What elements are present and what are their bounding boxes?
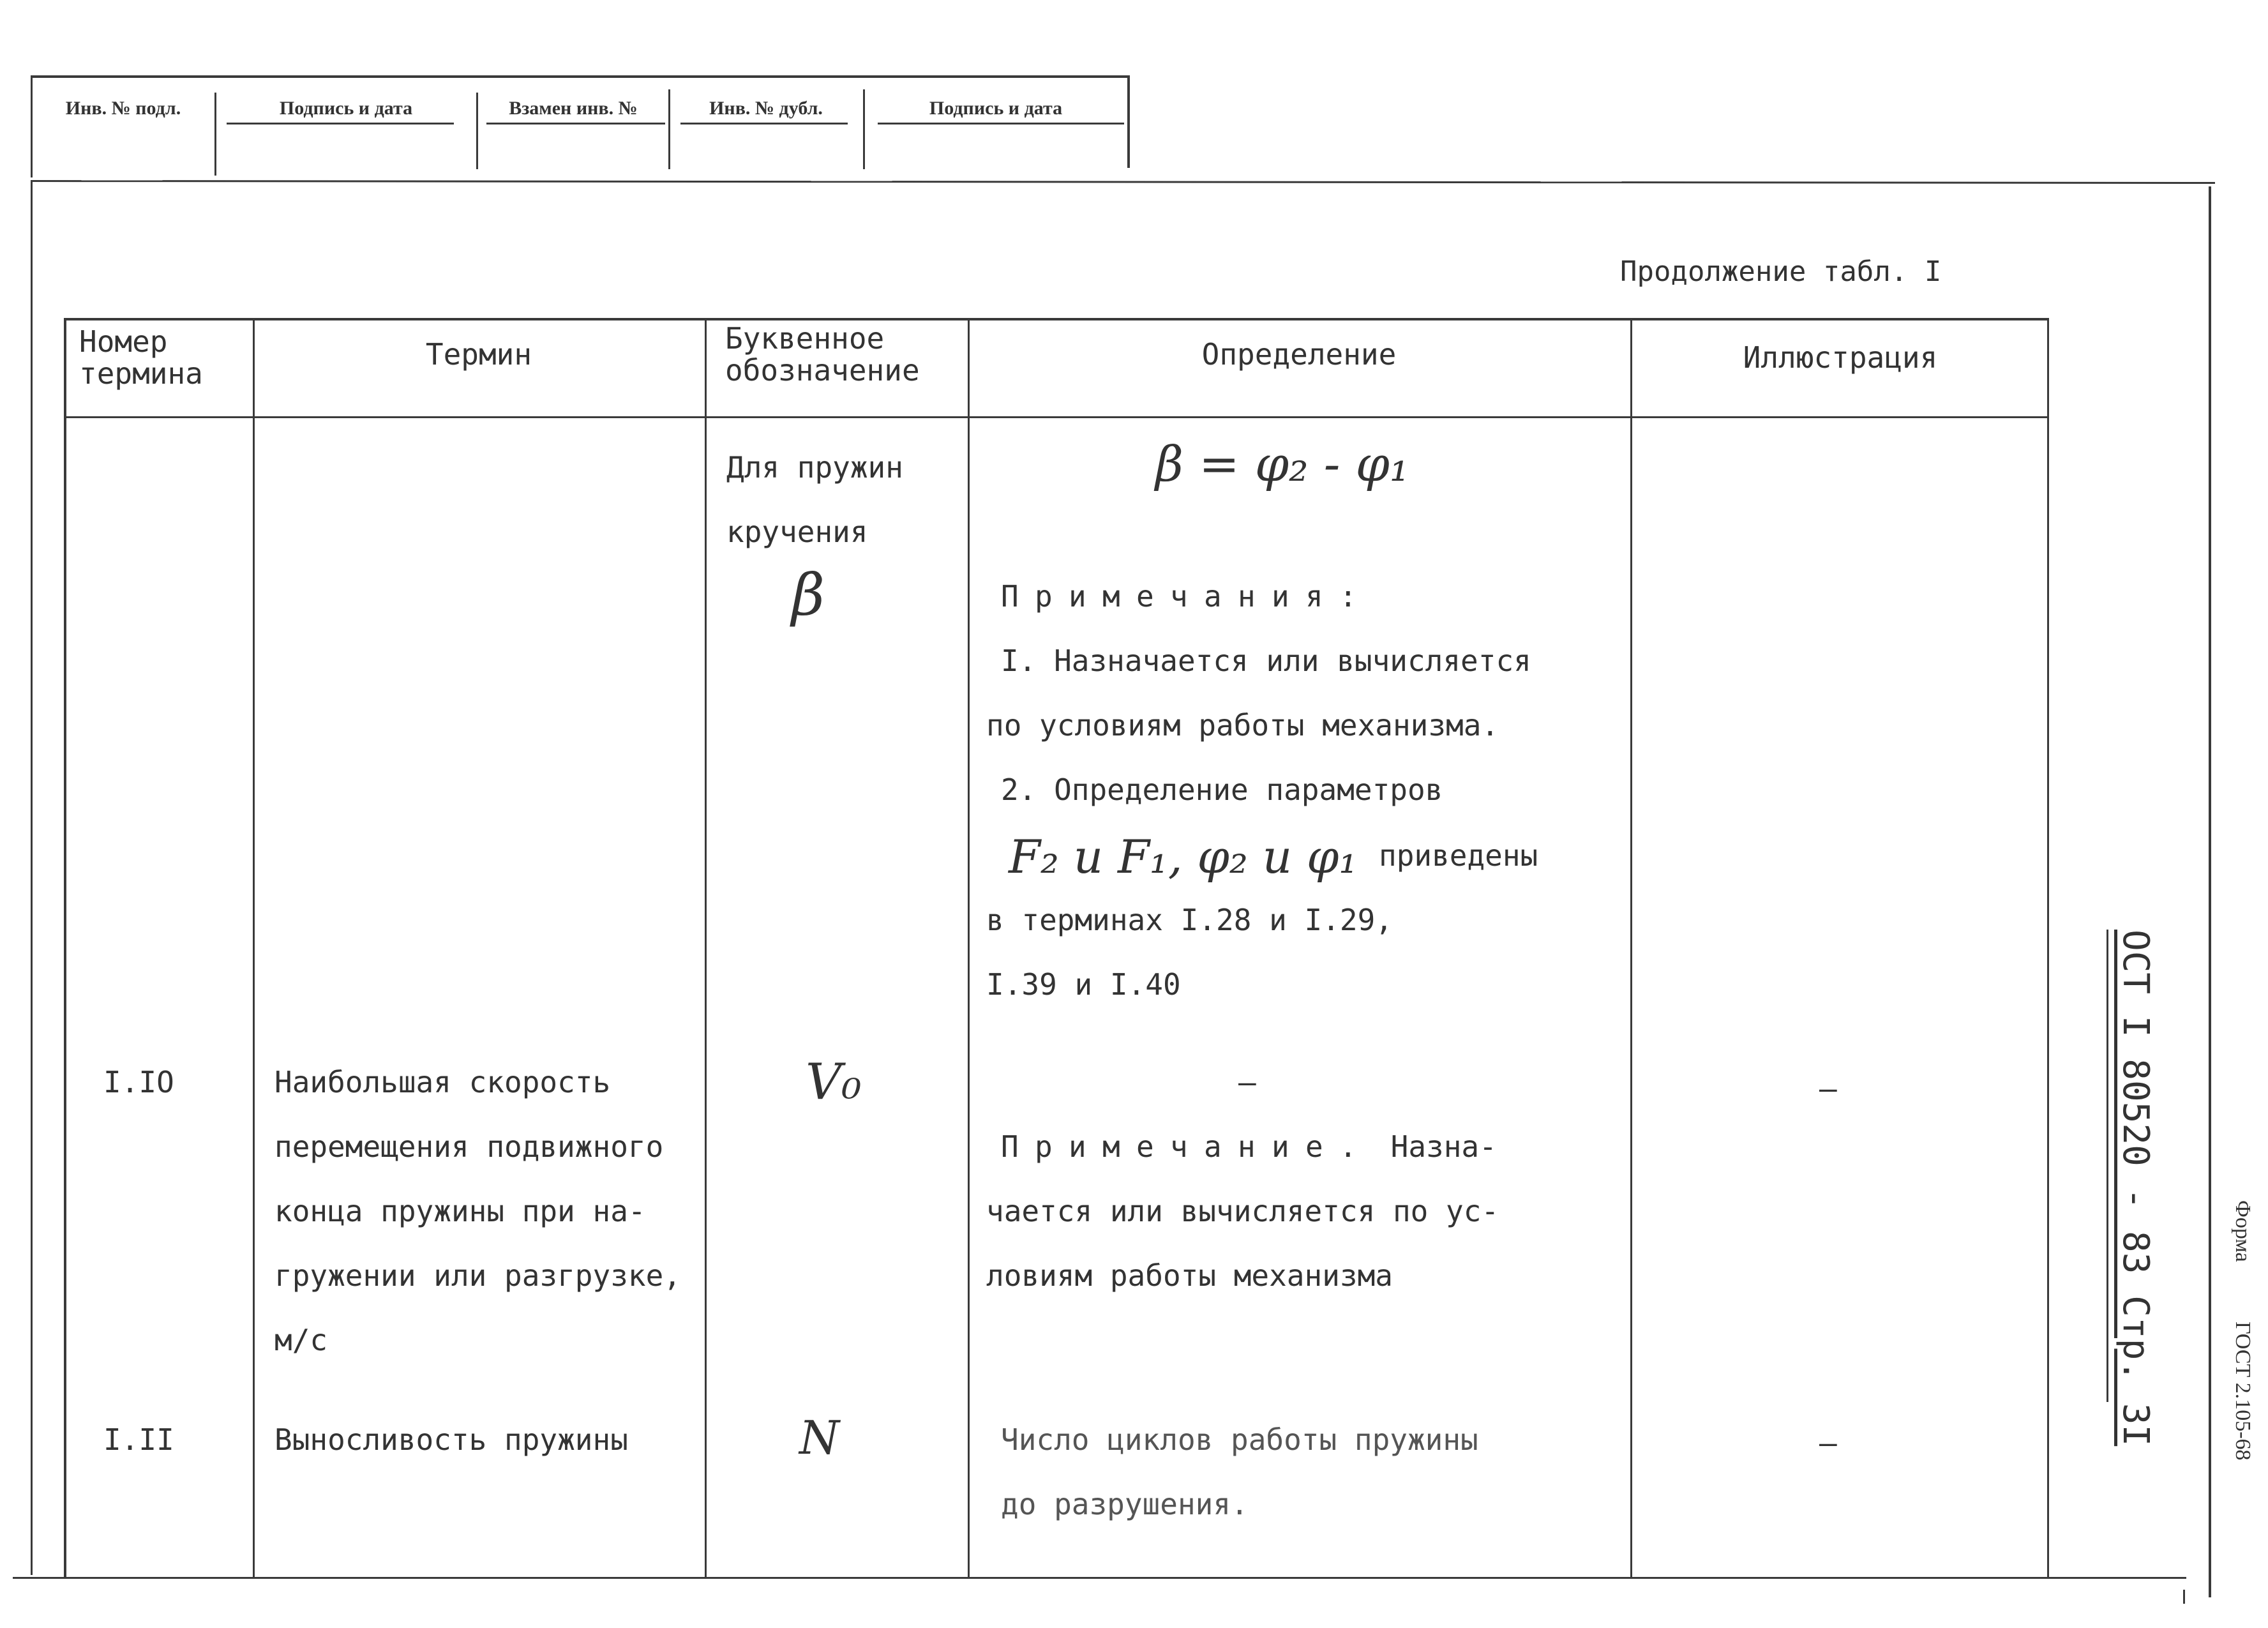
header-definition: Определение: [1201, 337, 1397, 372]
notes-title: Примечания:: [1001, 579, 1373, 614]
note-title: Примечание. Назна-: [1001, 1129, 1497, 1164]
note-text: чается или вычисляется по ус- ловиям работы механизма: [986, 1194, 1499, 1293]
note2-line4: I.39 и I.40: [986, 967, 1181, 1002]
note2-tail: приведены: [1379, 838, 1538, 873]
symbol-beta: β: [792, 562, 825, 629]
stamp-podpis-data-2: Подпись и дата: [929, 98, 1063, 119]
stamp-vzamen-inv: Взамен инв. №: [509, 98, 638, 119]
illustration-dash: –: [1819, 1426, 1837, 1460]
note2-line1: 2. Определение параметров: [1001, 773, 1443, 807]
header-symbol: Буквенное обозначение: [725, 321, 920, 388]
illustration-dash: –: [1819, 1071, 1837, 1106]
term-name: Наибольшая скорость перемещения подвижного конца пружины при на- гружении или разгрузке, м/с: [274, 1065, 681, 1357]
header-term: Термин: [425, 337, 532, 372]
note2-line3: в терминах I.28 и I.29,: [986, 903, 1393, 937]
stamp-inv-dubl: Инв. № дубл.: [709, 98, 823, 119]
stamp-podpis-data-1: Подпись и дата: [279, 98, 413, 119]
forma-label: Форма: [2231, 1200, 2255, 1262]
definition-text: Число циклов работы пружины до разрушения.: [1001, 1422, 1478, 1521]
term-symbol: V₀: [806, 1053, 862, 1111]
table-caption: Продолжение табл. I: [1620, 255, 1942, 288]
term-name: Выносливость пружины: [274, 1422, 628, 1457]
note1-line1: I. Назначается или вычисляется: [1001, 644, 1531, 678]
note1-line2: по условиям работы механизма.: [986, 708, 1499, 742]
term-symbol: N: [799, 1411, 839, 1465]
stamp-inv-podl: Инв. № подл.: [65, 98, 181, 119]
formula-beta: β = φ₂ - φ₁: [1155, 435, 1409, 492]
document-number: ОСТ I 80520 - 83 Стр. 3I: [2115, 930, 2156, 1447]
definition-dash: –: [1238, 1065, 1256, 1099]
note2-formula: F₂ и F₁, φ₂ и φ₁: [1009, 830, 1358, 884]
header-number: Номер термина: [79, 324, 203, 391]
gost-label: ГОСТ 2.105-68: [2231, 1322, 2255, 1461]
symbol-note: Для пружин кручения: [726, 450, 903, 549]
term-number: I.IO: [103, 1065, 174, 1099]
term-number: I.II: [103, 1422, 174, 1457]
header-illustration: Иллюстрация: [1743, 340, 1938, 375]
